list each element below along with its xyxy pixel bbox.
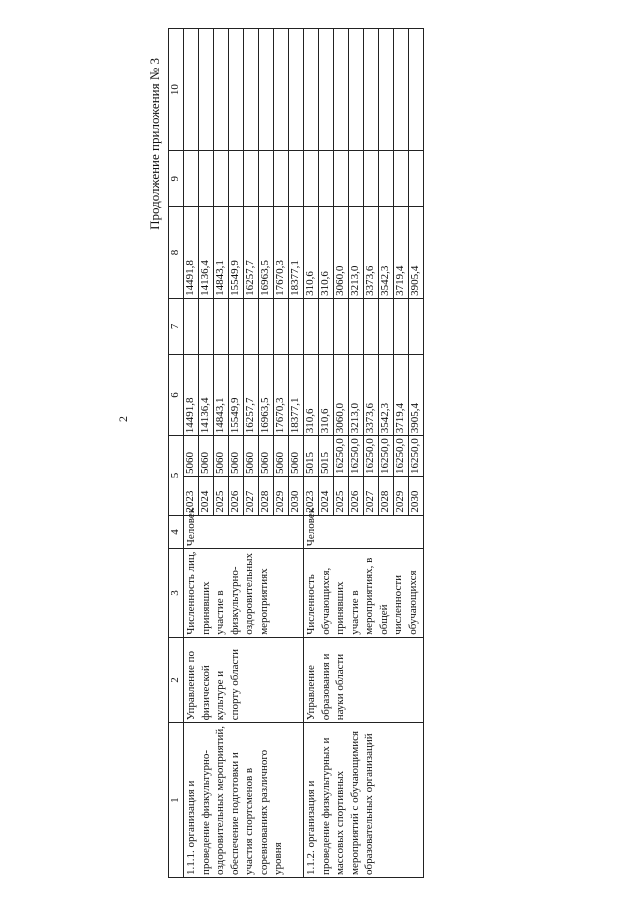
col7-cell xyxy=(349,298,364,354)
col10-cell xyxy=(394,29,409,151)
col8-cell: 3719,4 xyxy=(394,207,409,299)
year-cell: 2025 xyxy=(334,476,349,515)
table-row xyxy=(304,29,319,878)
col10-cell xyxy=(289,29,304,151)
col10-cell xyxy=(364,29,379,151)
col6-cell: 18377,1 xyxy=(289,354,304,435)
col6-cell: 14491,8 xyxy=(184,354,199,435)
unit-cell: Человек xyxy=(184,515,304,549)
col10-cell xyxy=(349,29,364,151)
col7-cell xyxy=(274,298,289,354)
col10-cell xyxy=(229,29,244,151)
col5-cell: 5015 xyxy=(304,436,319,477)
col10-cell xyxy=(244,29,259,151)
unit-cell: Человек xyxy=(304,515,424,549)
table-row xyxy=(184,29,199,878)
header-cell: 1 xyxy=(169,723,184,878)
year-cell: 2028 xyxy=(259,476,274,515)
col7-cell xyxy=(334,298,349,354)
col9-cell xyxy=(214,151,229,207)
col8-cell: 15549,9 xyxy=(229,207,244,299)
col6-cell: 16963,5 xyxy=(259,354,274,435)
header-cell: 3 xyxy=(169,549,184,638)
col5-cell: 5060 xyxy=(274,436,289,477)
year-cell: 2027 xyxy=(244,476,259,515)
col8-cell: 16963,5 xyxy=(259,207,274,299)
header-cell: 7 xyxy=(169,298,184,354)
col9-cell xyxy=(184,151,199,207)
col10-cell xyxy=(214,29,229,151)
col7-cell xyxy=(394,298,409,354)
col5-cell: 5060 xyxy=(199,436,214,477)
col6-cell: 15549,9 xyxy=(229,354,244,435)
year-cell: 2024 xyxy=(199,476,214,515)
col9-cell xyxy=(394,151,409,207)
col5-cell: 5060 xyxy=(289,436,304,477)
col6-cell: 14136,4 xyxy=(199,354,214,435)
col7-cell xyxy=(229,298,244,354)
col10-cell xyxy=(319,29,334,151)
col8-cell: 14843,1 xyxy=(214,207,229,299)
col9-cell xyxy=(199,151,214,207)
col8-cell: 14136,4 xyxy=(199,207,214,299)
col5-cell: 16250,0 xyxy=(364,436,379,477)
year-cell: 2029 xyxy=(274,476,289,515)
col8-cell: 14491,8 xyxy=(184,207,199,299)
year-cell: 2023 xyxy=(304,476,319,515)
col8-cell: 3542,3 xyxy=(379,207,394,299)
program-table xyxy=(168,28,424,878)
col8-cell: 18377,1 xyxy=(289,207,304,299)
col5-cell: 5060 xyxy=(214,436,229,477)
header-cell: 8 xyxy=(169,207,184,299)
year-cell: 2026 xyxy=(349,476,364,515)
col7-cell xyxy=(409,298,424,354)
col7-cell xyxy=(259,298,274,354)
col8-cell: 3373,6 xyxy=(364,207,379,299)
col5-cell: 5060 xyxy=(259,436,274,477)
col7-cell xyxy=(244,298,259,354)
year-cell: 2026 xyxy=(229,476,244,515)
year-cell: 2027 xyxy=(364,476,379,515)
year-cell: 2030 xyxy=(289,476,304,515)
col10-cell xyxy=(304,29,319,151)
col9-cell xyxy=(349,151,364,207)
col6-cell: 3542,3 xyxy=(379,354,394,435)
col10-cell xyxy=(259,29,274,151)
year-cell: 2030 xyxy=(409,476,424,515)
header-cell: 6 xyxy=(169,354,184,435)
col8-cell: 3213,0 xyxy=(349,207,364,299)
header-cell: 9 xyxy=(169,151,184,207)
col7-cell xyxy=(364,298,379,354)
col9-cell xyxy=(244,151,259,207)
col9-cell xyxy=(319,151,334,207)
col8-cell: 310,6 xyxy=(319,207,334,299)
col9-cell xyxy=(259,151,274,207)
col7-cell xyxy=(304,298,319,354)
col6-cell: 3905,4 xyxy=(409,354,424,435)
executor-cell: Управление образования и науки области xyxy=(304,637,424,723)
header-cell: 10 xyxy=(169,29,184,151)
col10-cell xyxy=(379,29,394,151)
col5-cell: 16250,0 xyxy=(349,436,364,477)
rotated-page xyxy=(142,28,490,878)
col5-cell: 16250,0 xyxy=(379,436,394,477)
col5-cell: 16250,0 xyxy=(409,436,424,477)
col7-cell xyxy=(184,298,199,354)
col6-cell: 16257,7 xyxy=(244,354,259,435)
col6-cell: 3373,6 xyxy=(364,354,379,435)
col5-cell: 5060 xyxy=(229,436,244,477)
year-cell: 2029 xyxy=(394,476,409,515)
col9-cell xyxy=(379,151,394,207)
col9-cell xyxy=(334,151,349,207)
col9-cell xyxy=(364,151,379,207)
col7-cell xyxy=(379,298,394,354)
col7-cell xyxy=(289,298,304,354)
col10-cell xyxy=(199,29,214,151)
col6-cell: 3060,0 xyxy=(334,354,349,435)
col9-cell xyxy=(274,151,289,207)
col8-cell: 16257,7 xyxy=(244,207,259,299)
header-cell: 2 xyxy=(169,637,184,723)
col5-cell: 5060 xyxy=(244,436,259,477)
col5-cell: 16250,0 xyxy=(394,436,409,477)
col7-cell xyxy=(199,298,214,354)
indicator-cell: Численность обучающихся, принявших участие в мероприятиях, в общей численности обучающихся xyxy=(304,549,424,638)
year-cell: 2025 xyxy=(214,476,229,515)
col8-cell: 3905,4 xyxy=(409,207,424,299)
col6-cell: 14843,1 xyxy=(214,354,229,435)
continuation-caption: Продолжение приложения № 3 xyxy=(147,58,162,230)
col6-cell: 3213,0 xyxy=(349,354,364,435)
col6-cell: 3719,4 xyxy=(394,354,409,435)
year-cell: 2024 xyxy=(319,476,334,515)
col6-cell: 310,6 xyxy=(304,354,319,435)
indicator-cell: Численность лиц, принявших участие в физкультурно-оздоровительных мероприятиях xyxy=(184,549,304,638)
col5-cell: 16250,0 xyxy=(334,436,349,477)
col8-cell: 310,6 xyxy=(304,207,319,299)
header-cell: 5 xyxy=(169,436,184,515)
col9-cell xyxy=(304,151,319,207)
col6-cell: 310,6 xyxy=(319,354,334,435)
col5-cell: 5060 xyxy=(184,436,199,477)
col5-cell: 5015 xyxy=(319,436,334,477)
event-cell: 1.1.1. организация и проведение физкультурно-оздоровительных мероприятий, обеспечение подготовки и участия спортсменов в соревнованиях различного уровня xyxy=(184,723,304,878)
col9-cell xyxy=(289,151,304,207)
year-cell: 2023 xyxy=(184,476,199,515)
col8-cell: 17670,3 xyxy=(274,207,289,299)
col10-cell xyxy=(184,29,199,151)
col8-cell: 3060,0 xyxy=(334,207,349,299)
col7-cell xyxy=(319,298,334,354)
header-cell: 4 xyxy=(169,515,184,549)
year-cell: 2028 xyxy=(379,476,394,515)
col6-cell: 17670,3 xyxy=(274,354,289,435)
col10-cell xyxy=(334,29,349,151)
col10-cell xyxy=(274,29,289,151)
col9-cell xyxy=(409,151,424,207)
page-number: 2 xyxy=(116,416,130,422)
col7-cell xyxy=(214,298,229,354)
executor-cell: Управление по физической культуре и спорту области xyxy=(184,637,304,723)
col9-cell xyxy=(229,151,244,207)
header-row xyxy=(169,29,184,878)
col10-cell xyxy=(409,29,424,151)
event-cell: 1.1.2. организация и проведение физкультурных и массовых спортивных мероприятий с обучающимися образовательных организаций xyxy=(304,723,424,878)
